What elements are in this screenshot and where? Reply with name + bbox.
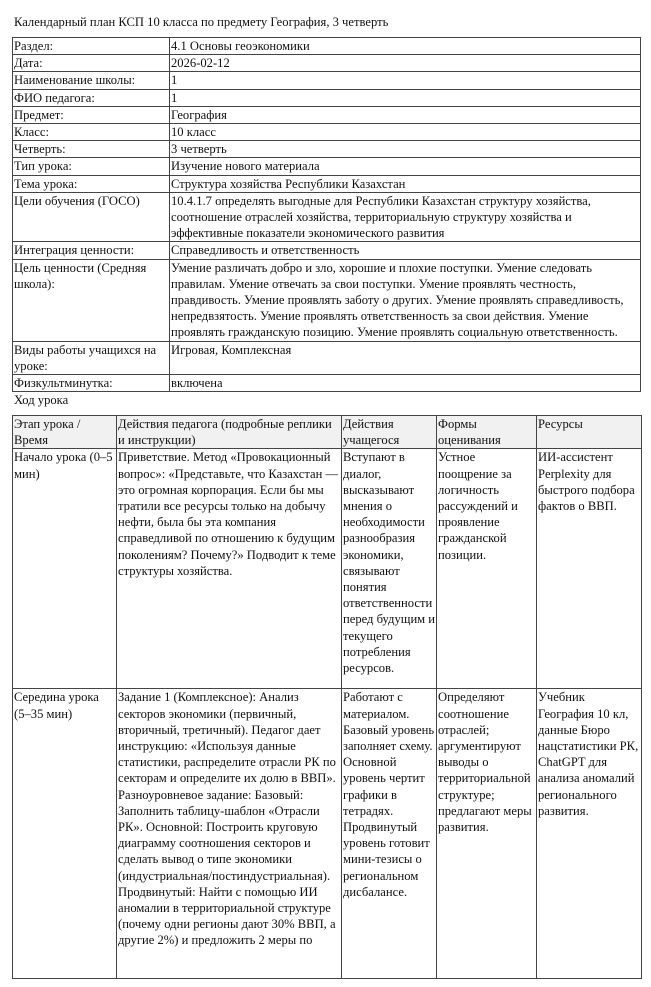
info-value: 10.4.1.7 определять выгодные для Республики Казахстан структуру хозяйства, соотношение отраслей хозяйства, территориальную структуру хозяйства и эффективные показатели экономического развития — [170, 192, 641, 242]
lesson-flow-table — [12, 415, 642, 979]
student-actions-cell: Вступают в диалог, высказывают мнения о необходимости разнообразия экономики, связывают понятия ответственности перед будущим и текущего потребления ресурсов. — [342, 449, 437, 689]
info-value: 2026-02-12 — [170, 55, 641, 72]
info-value: включена — [170, 375, 641, 392]
info-label: Виды работы учащихся на уроке: — [13, 341, 170, 374]
info-label: Интеграция ценности: — [13, 242, 170, 259]
header-assessment: Формы оценивания — [437, 416, 537, 449]
info-value: 10 класс — [170, 124, 641, 141]
info-label: Предмет: — [13, 106, 170, 123]
assessment-cell: Устное поощрение за логичность рассуждений и проявление гражданской позиции. — [437, 449, 537, 689]
info-label: ФИО педагога: — [13, 89, 170, 106]
info-row-value-integration — [13, 242, 641, 259]
info-value: Структура хозяйства Республики Казахстан — [170, 175, 641, 192]
header-student-actions: Действия учащегося — [342, 416, 437, 449]
info-label: Наименование школы: — [13, 72, 170, 89]
info-row-date — [13, 55, 641, 72]
info-label: Тема урока: — [13, 175, 170, 192]
flow-header-row — [13, 416, 642, 449]
info-label: Тип урока: — [13, 158, 170, 175]
info-row-objectives — [13, 192, 641, 242]
info-value: Умение различать добро и зло, хорошие и плохие поступки. Умение следовать правилам. Умение отвечать за свои поступки. Умение проявлять честность, правдивость. Умение проявлять заботу о других. Умение проявлять справедливость, непредвзятость. Умение проявлять ответственность за свои действия. Умение проявлять гражданскую позицию. Умение проявлять социальную ответственность. — [170, 259, 641, 341]
info-label: Класс: — [13, 124, 170, 141]
info-value: Изучение нового материала — [170, 158, 641, 175]
info-row-lesson-type — [13, 158, 641, 175]
info-label: Раздел: — [13, 38, 170, 55]
info-label: Цели обучения (ГОСО) — [13, 192, 170, 242]
info-row-value-goal — [13, 259, 641, 341]
table-row — [13, 449, 642, 689]
info-label: Четверть: — [13, 141, 170, 158]
header-resources: Ресурсы — [537, 416, 642, 449]
stage-cell: Середина урока (5–35 мин) — [13, 689, 117, 979]
student-actions-cell: Работают с материалом. Базовый уровень заполняет схему. Основной уровень чертит графики в тетрадях. Продвинутый уровень готовит мини-тезисы о региональном дисбалансе. — [342, 689, 437, 979]
info-value: 3 четверть — [170, 141, 641, 158]
info-label: Цель ценности (Средняя школа): — [13, 259, 170, 341]
info-value: Справедливость и ответственность — [170, 242, 641, 259]
header-teacher-actions: Действия педагога (подробные реплики и инструкции) — [117, 416, 342, 449]
section-heading: Ход урока — [14, 393, 69, 407]
info-row-subject — [13, 106, 641, 123]
stage-cell: Начало урока (0–5 мин) — [13, 449, 117, 689]
info-row-work-types — [13, 341, 641, 374]
info-value: 4.1 Основы геоэкономики — [170, 38, 641, 55]
teacher-actions-cell: Приветствие. Метод «Провокационный вопрос»: «Представьте, что Казахстан — это огромная корпорация. Если бы мы тратили все ресурсы только на добычу нефти, была бы эта компания справедливой по отношению к будущим поколениям? Почему?» Подводит к теме структуры хозяйства. — [117, 449, 342, 689]
info-row-topic — [13, 175, 641, 192]
assessment-cell: Определяют соотношение отраслей; аргументируют выводы о территориальной структуре; предлагают меры развития. — [437, 689, 537, 979]
info-row-section — [13, 38, 641, 55]
info-row-grade — [13, 124, 641, 141]
info-value: География — [170, 106, 641, 123]
info-label: Дата: — [13, 55, 170, 72]
info-row-school — [13, 72, 641, 89]
teacher-actions-cell: Задание 1 (Комплексное): Анализ секторов экономики (первичный, вторичный, третичный). Педагог дает инструкцию: «Используя данные статистики, распределите отрасли РК по секторам и определите их долю в ВВП». Разноуровневое задание: Базовый: Заполнить таблицу-шаблон «Отрасли РК». Основной: Построить круговую диаграмму соотношения секторов и сделать вывод о типе экономики (индустриальная/постиндустриальная). Продвинутый: Найти с помощью ИИ аномалии в территориальной структуре (почему одни регионы дают 30% ВВП, а другие 2%) и предложить 2 меры по — [117, 689, 342, 979]
header-stage: Этап урока / Время — [13, 416, 117, 449]
info-row-quarter — [13, 141, 641, 158]
table-row — [13, 689, 642, 979]
info-value: 1 — [170, 89, 641, 106]
info-value: 1 — [170, 72, 641, 89]
info-row-teacher — [13, 89, 641, 106]
info-value: Игровая, Комплексная — [170, 341, 641, 374]
info-label: Физкультминутка: — [13, 375, 170, 392]
resources-cell: ИИ-ассистент Perplexity для быстрого подбора фактов о ВВП. — [537, 449, 642, 689]
lesson-info-table — [12, 37, 641, 392]
info-row-fizminutka — [13, 375, 641, 392]
document-title: Календарный план КСП 10 класса по предмету География, 3 четверть — [14, 15, 389, 29]
resources-cell: Учебник География 10 кл, данные Бюро нацстатистики РК, ChatGPT для анализа аномалий регионального развития. — [537, 689, 642, 979]
